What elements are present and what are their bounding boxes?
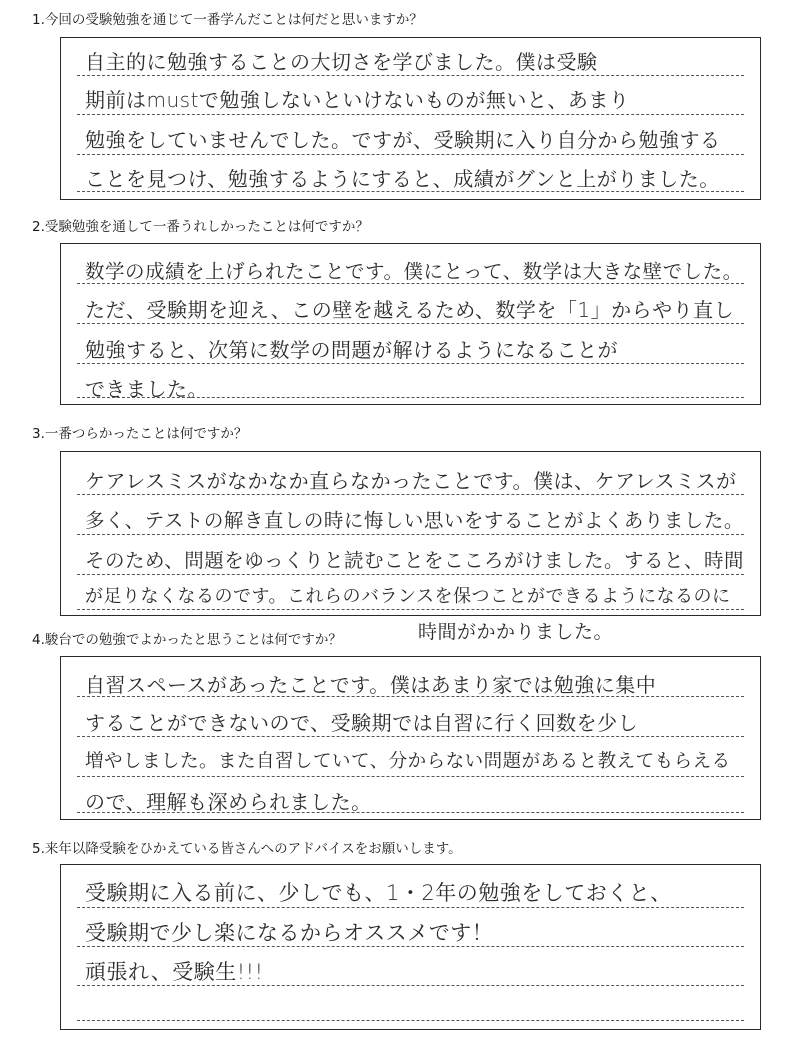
question-1-text: 1.今回の受験勉強を通じて一番学んだことは何だと思いますか？ — [32, 12, 423, 28]
answer-1-line-1: 自主的に勉強することの大切さを学びました。僕は受験 — [85, 50, 598, 74]
answer-rule — [77, 114, 744, 115]
question-2-text: 2.受験勉強を通して一番うれしかったことは何ですか？ — [32, 219, 369, 235]
answer-1-line-3: 勉強をしていませんでした。ですが、受験期に入り自分から勉強する — [85, 128, 721, 152]
answer-rule — [77, 75, 744, 76]
answer-3-overflow-line: 時間がかかりました。 — [418, 621, 614, 643]
answer-rule — [77, 574, 744, 575]
answer-rule — [77, 985, 744, 986]
answer-2-line-3: 勉強すると、次第に数学の問題が解けるようになることが — [85, 338, 618, 362]
answer-rule — [77, 1020, 744, 1021]
question-4-text: 4.駿台での勉強でよかったと思うことは何ですか？ — [32, 632, 342, 648]
answer-rule — [77, 907, 744, 908]
answer-box-1 — [60, 37, 761, 200]
answer-4-line-4: ので、理解も深められました。 — [85, 790, 372, 814]
answer-box-3 — [60, 451, 761, 616]
answer-4-line-3: 増やしました。また自習していて、分からない問題があると教えてもらえる — [85, 751, 731, 772]
answer-5-line-2: 受験期で少し楽になるからオススメです！ — [85, 921, 494, 945]
answer-3-line-3: そのため、問題をゆっくりと読むことをこころがけました。すると、時間 — [85, 549, 745, 572]
answer-rule — [77, 534, 744, 535]
answer-rule — [77, 283, 744, 284]
question-5-text: 5.来年以降受験をひかえている皆さんへのアドバイスをお願いします。 — [32, 841, 462, 857]
answer-rule — [77, 397, 744, 398]
answer-rule — [77, 494, 744, 495]
answer-1-line-2: 期前はmustで勉強しないといけないものが無いと、あまり — [85, 88, 630, 112]
answer-2-line-4: できました。 — [85, 377, 208, 401]
answer-3-line-1: ケアレスミスがなかなか直らなかったことです。僕は、ケアレスミスが — [85, 469, 737, 493]
answer-4-line-2: することができないので、受験期では自習に行く回数を少し — [85, 711, 639, 735]
answer-4-line-1: 自習スペースがあったことです。僕はあまり家では勉強に集中 — [85, 673, 657, 697]
question-3-text: 3.一番つらかったことは何ですか？ — [32, 426, 248, 442]
answer-rule — [77, 323, 744, 324]
answer-3-line-4: が足りなくなるのです。これらのバランスを保つことができるようになるのに — [85, 586, 731, 607]
answer-2-line-1: 数学の成績を上げられたことです。僕にとって、数学は大きな壁でした。 — [85, 260, 743, 283]
answer-rule — [77, 609, 744, 610]
answer-1-line-4: ことを見つけ、勉強するようにすると、成績がグンと上がりました。 — [85, 167, 720, 191]
answer-box-4 — [60, 656, 761, 820]
answer-5-line-3: 頑張れ、受験生!!! — [85, 960, 264, 984]
answer-3-line-2: 多く、テストの解き直しの時に悔しい思いをすることがよくありました。 — [85, 509, 744, 532]
answer-box-5 — [60, 864, 761, 1030]
answer-5-line-1: 受験期に入る前に、少しでも、1・2年の勉強をしておくと、 — [85, 881, 672, 905]
answer-2-line-2: ただ、受験期を迎え、この壁を越えるため、数学を「1」からやり直し — [85, 298, 735, 322]
answer-rule — [77, 946, 744, 947]
answer-rule — [77, 191, 744, 192]
answer-box-2 — [60, 243, 761, 405]
answer-rule — [77, 812, 744, 813]
answer-rule — [77, 736, 744, 737]
answer-rule — [77, 154, 744, 155]
answer-rule — [77, 363, 744, 364]
answer-rule — [77, 696, 744, 697]
answer-rule — [77, 776, 744, 777]
